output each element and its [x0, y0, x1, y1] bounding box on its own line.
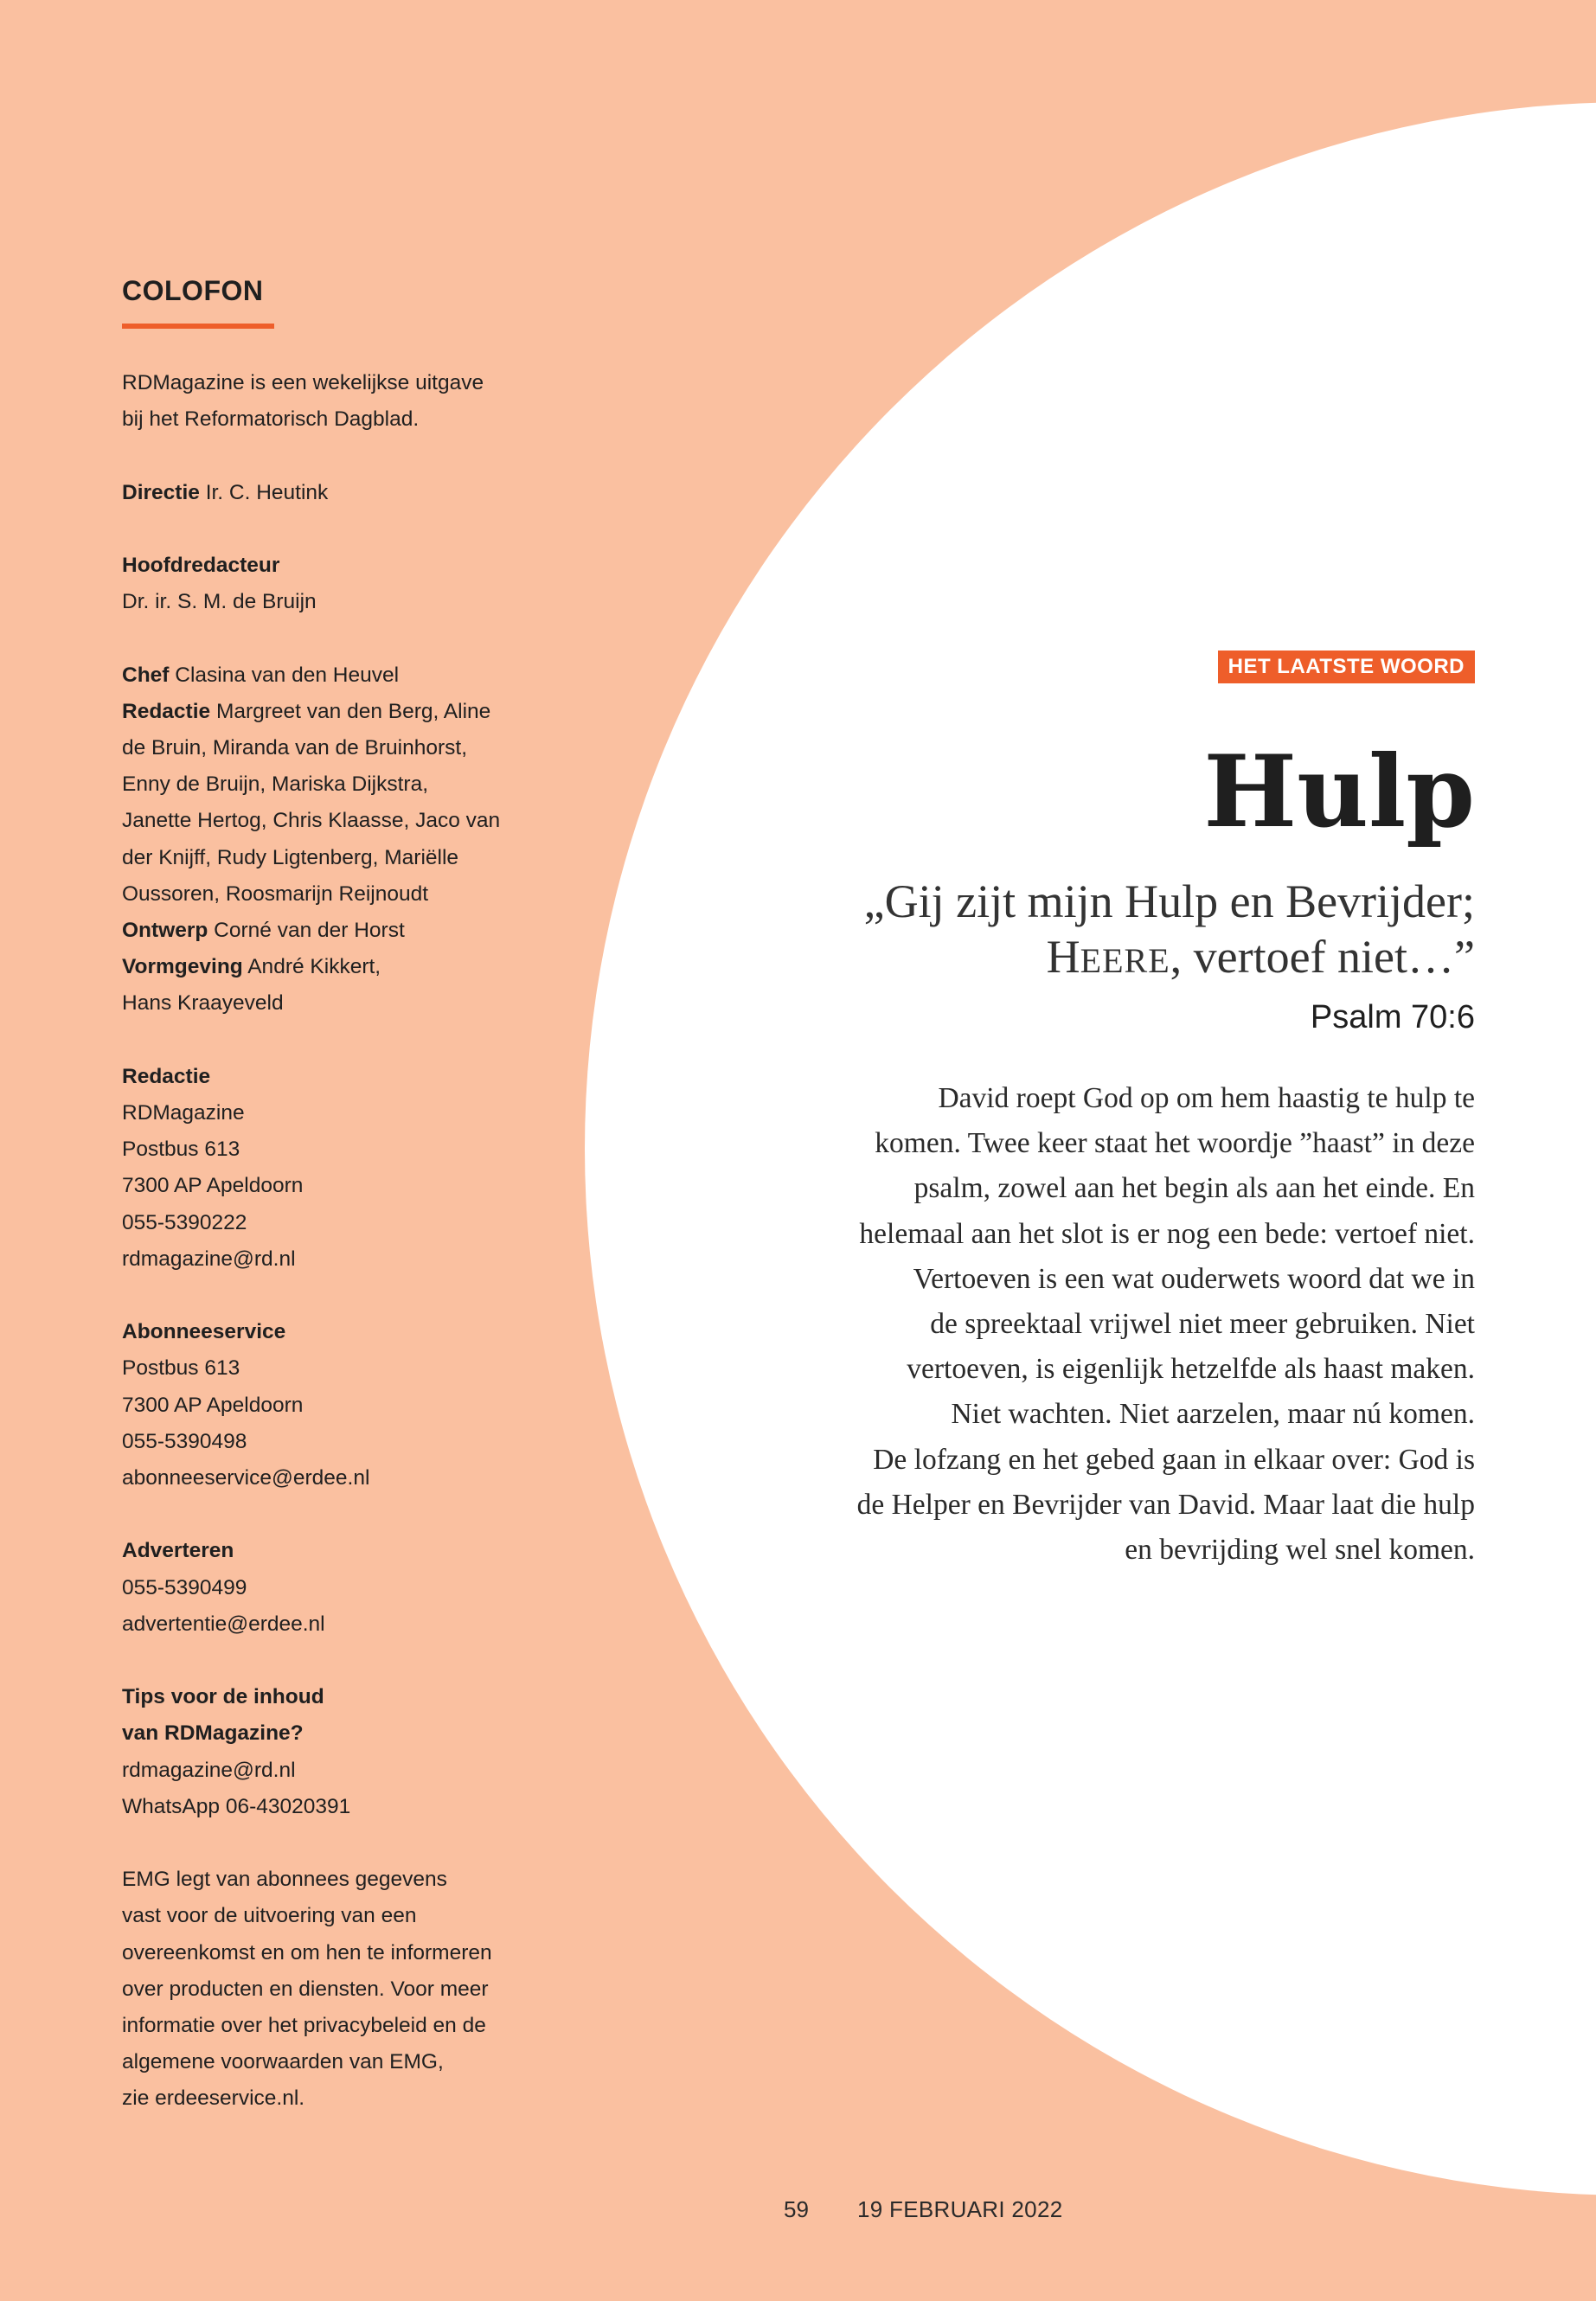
colofon-adverteren [122, 1533, 529, 1643]
redactie-line: de Bruin, Miranda van de Bruinhorst, [122, 735, 468, 760]
redactie-value: Margreet van den Berg, Aline [210, 699, 491, 723]
privacy-line: zie erdeeservice.nl. [122, 2086, 305, 2111]
psalm-quote-line: „Gij zijt mijn Hulp en Bevrijder; [863, 875, 1475, 927]
abonneeservice-line: Postbus 613 [122, 1356, 240, 1381]
privacy-line: algemene voorwaarden van EMG, [122, 2050, 444, 2074]
colofon-hoofdredacteur [122, 548, 529, 620]
redactie-line: Oussoren, Roosmarijn Reijnoudt [122, 881, 429, 906]
colofon-title-underline [122, 324, 274, 329]
abonneeservice-line: 7300 AP Apeldoorn [122, 1393, 304, 1417]
redactie-contact-line: RDMagazine [122, 1101, 245, 1125]
directie-value: Ir. C. Heutink [199, 480, 329, 504]
body-line: Niet wachten. Niet aarzelen, maar nú komen. [951, 1398, 1475, 1431]
psalm-quote-line [696, 929, 1475, 989]
body-line: de spreektaal vrijwel niet meer gebruiken. Niet [930, 1308, 1475, 1341]
directie-label: Directie [122, 480, 200, 504]
colofon-redactie-contact [122, 1059, 529, 1278]
heere-smallcaps: EERE [1080, 941, 1170, 980]
abonneeservice-label: Abonneeservice [122, 1320, 286, 1344]
privacy-line: vast voor de uitvoering van een [122, 1904, 417, 1928]
article-headline: Hulp [1203, 734, 1475, 849]
body-line: Vertoeven is een wat ouderwets woord dat we in [913, 1262, 1475, 1295]
privacy-line: overeenkomst en om hen te informeren [122, 1940, 492, 1965]
body-line: vertoeven, is eigenlijk hetzelfde als haast maken. [907, 1353, 1475, 1386]
colofon-privacy [122, 1862, 529, 2117]
heere-initial: H [1046, 931, 1080, 983]
article-body [757, 1076, 1475, 1573]
ontwerp-label: Ontwerp [122, 919, 208, 942]
ontwerp-value: Corné van der Horst [208, 919, 405, 942]
abonneeservice-email: abonneeservice@erdee.nl [122, 1466, 370, 1490]
colofon-staff [122, 657, 529, 1022]
page-number: 59 [784, 2196, 809, 2222]
colofon-abonneeservice [122, 1314, 529, 1497]
adverteren-email: advertentie@erdee.nl [122, 1612, 325, 1636]
redactie-contact-line: 7300 AP Apeldoorn [122, 1174, 304, 1198]
redactie-contact-phone: 055-5390222 [122, 1210, 247, 1234]
directie-line [122, 475, 529, 511]
body-line: en bevrijding wel snel komen. [1125, 1534, 1475, 1567]
redactie-line: Janette Hertog, Chris Klaasse, Jaco van [122, 809, 501, 833]
chef-line [122, 657, 529, 694]
redactie-contact-email: rdmagazine@rd.nl [122, 1247, 296, 1271]
chef-label: Chef [122, 663, 170, 687]
redactie-line [122, 694, 529, 730]
abonneeservice-phone: 055-5390498 [122, 1429, 247, 1453]
psalm-reference: Psalm 70:6 [1310, 999, 1475, 1035]
colofon-intro-line: bij het Reformatorisch Dagblad. [122, 407, 420, 432]
tips-whatsapp: WhatsApp 06-43020391 [122, 1794, 351, 1818]
ontwerp-line [122, 913, 529, 949]
chef-value: Clasina van den Heuvel [169, 663, 400, 687]
redactie-contact-label: Redactie [122, 1064, 211, 1088]
vormgeving-value: André Kikkert, [242, 955, 381, 979]
vormgeving-label: Vormgeving [122, 955, 243, 979]
tips-email: rdmagazine@rd.nl [122, 1758, 296, 1782]
privacy-line: EMG legt van abonnees gegevens [122, 1868, 447, 1892]
body-line: De lofzang en het gebed gaan in elkaar over: God is [873, 1443, 1475, 1476]
psalm-quote [696, 874, 1475, 989]
hoofdredacteur-value: Dr. ir. S. M. de Bruijn [122, 590, 317, 614]
colofon-column [122, 270, 529, 2154]
redactie-label: Redactie [122, 699, 211, 723]
redactie-contact-line: Postbus 613 [122, 1138, 240, 1162]
redactie-line: Enny de Bruijn, Mariska Dijkstra, [122, 772, 429, 797]
adverteren-label: Adverteren [122, 1539, 234, 1563]
issue-date: 19 FEBRUARI 2022 [857, 2196, 1063, 2222]
vormgeving-line: Hans Kraayeveld [122, 991, 284, 1016]
body-line: psalm, zowel aan het begin als aan het einde. En [913, 1172, 1475, 1205]
colofon-directie [122, 475, 529, 511]
colofon-title: COLOFON [122, 275, 264, 306]
body-line: de Helper en Bevrijder van David. Maar laat die hulp [856, 1488, 1475, 1521]
body-line: David roept God op om hem haastig te hulp te [938, 1082, 1475, 1114]
privacy-line: over producten en diensten. Voor meer [122, 1977, 489, 2001]
colofon-intro [122, 365, 529, 438]
colofon-tips [122, 1679, 529, 1825]
tips-label: van RDMagazine? [122, 1721, 304, 1746]
privacy-line: informatie over het privacybeleid en de [122, 2014, 486, 2038]
psalm-quote-tail: , vertoef niet…” [1170, 931, 1475, 983]
vormgeving-line [122, 949, 529, 985]
body-line: komen. Twee keer staat het woordje ”haast” in deze [875, 1127, 1475, 1160]
colofon-intro-line: RDMagazine is een wekelijkse uitgave [122, 371, 484, 394]
body-line: helemaal aan het slot is er nog een bede: vertoef niet. [859, 1217, 1475, 1250]
section-badge: HET LAATSTE WOORD [1218, 651, 1475, 683]
hoofdredacteur-label: Hoofdredacteur [122, 553, 280, 577]
redactie-line: der Knijff, Rudy Ligtenberg, Mariëlle [122, 845, 459, 869]
tips-label: Tips voor de inhoud [122, 1685, 324, 1709]
adverteren-phone: 055-5390499 [122, 1575, 247, 1599]
